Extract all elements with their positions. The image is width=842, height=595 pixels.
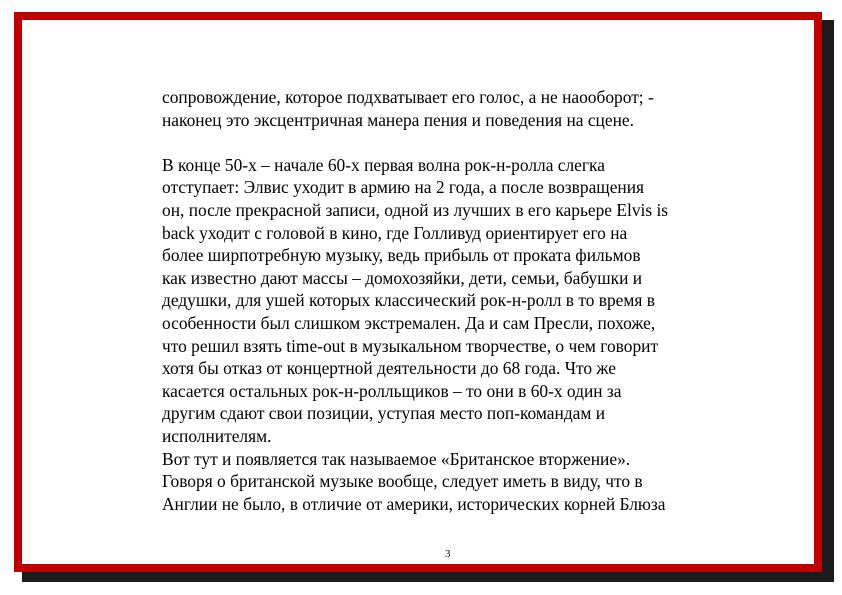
text-line: более ширпотребную музыку, ведь прибыль от проката фильмов	[162, 245, 641, 266]
text-line: он, после прекрасной записи, одной из лучших в его карьере Elvis is	[162, 199, 669, 220]
text-line: дедушки, для ушей которых классический рок-н-ролл в то время в	[162, 290, 655, 311]
text-line: Говоря о британской музыке вообще, следует иметь в виду, что в	[162, 471, 643, 492]
text-line: отступает: Элвис уходит в армию на 2 года, а после возвращения	[162, 177, 645, 198]
text-line: back уходит с головой в кино, где Голливуд ориентирует его на	[162, 222, 628, 243]
text-line: что решил взять time-out в музыкальном творчестве, о чем говорит	[162, 335, 659, 356]
paragraph-gap	[162, 131, 762, 154]
text-line: как известно дают массы – домохозяйки, дети, семьи, бабушки и	[162, 267, 643, 288]
text-line: В конце 50-х – начале 60-х первая волна рок-н-ролла слегка	[162, 154, 605, 175]
text-line: касается остальных рок-н-ролльщиков – то они в 60-х один за	[162, 380, 622, 401]
body-text	[162, 86, 762, 515]
text-line: исполнителям.	[162, 425, 272, 446]
text-line: хотя бы отказ от концертной деятельности до 68 года. Что же	[162, 358, 616, 379]
text-line: сопровождение, которое подхватывает его голос, а не наооборот; -	[162, 87, 654, 107]
page-number: 3	[445, 548, 451, 560]
text-line: другим сдают свои позиции, уступая место поп-командам и	[162, 403, 606, 424]
text-line: наконец это эксцентричная манера пения и поведения на сцене.	[162, 109, 634, 130]
text-line: Вот тут и появляется так называемое «Британское вторжение».	[162, 448, 631, 469]
text-line: Англии не было, в отличие от америки, исторических корней Блюза	[162, 493, 666, 514]
text-line: особенности был слишком экстремален. Да и сам Пресли, похоже,	[162, 312, 656, 333]
